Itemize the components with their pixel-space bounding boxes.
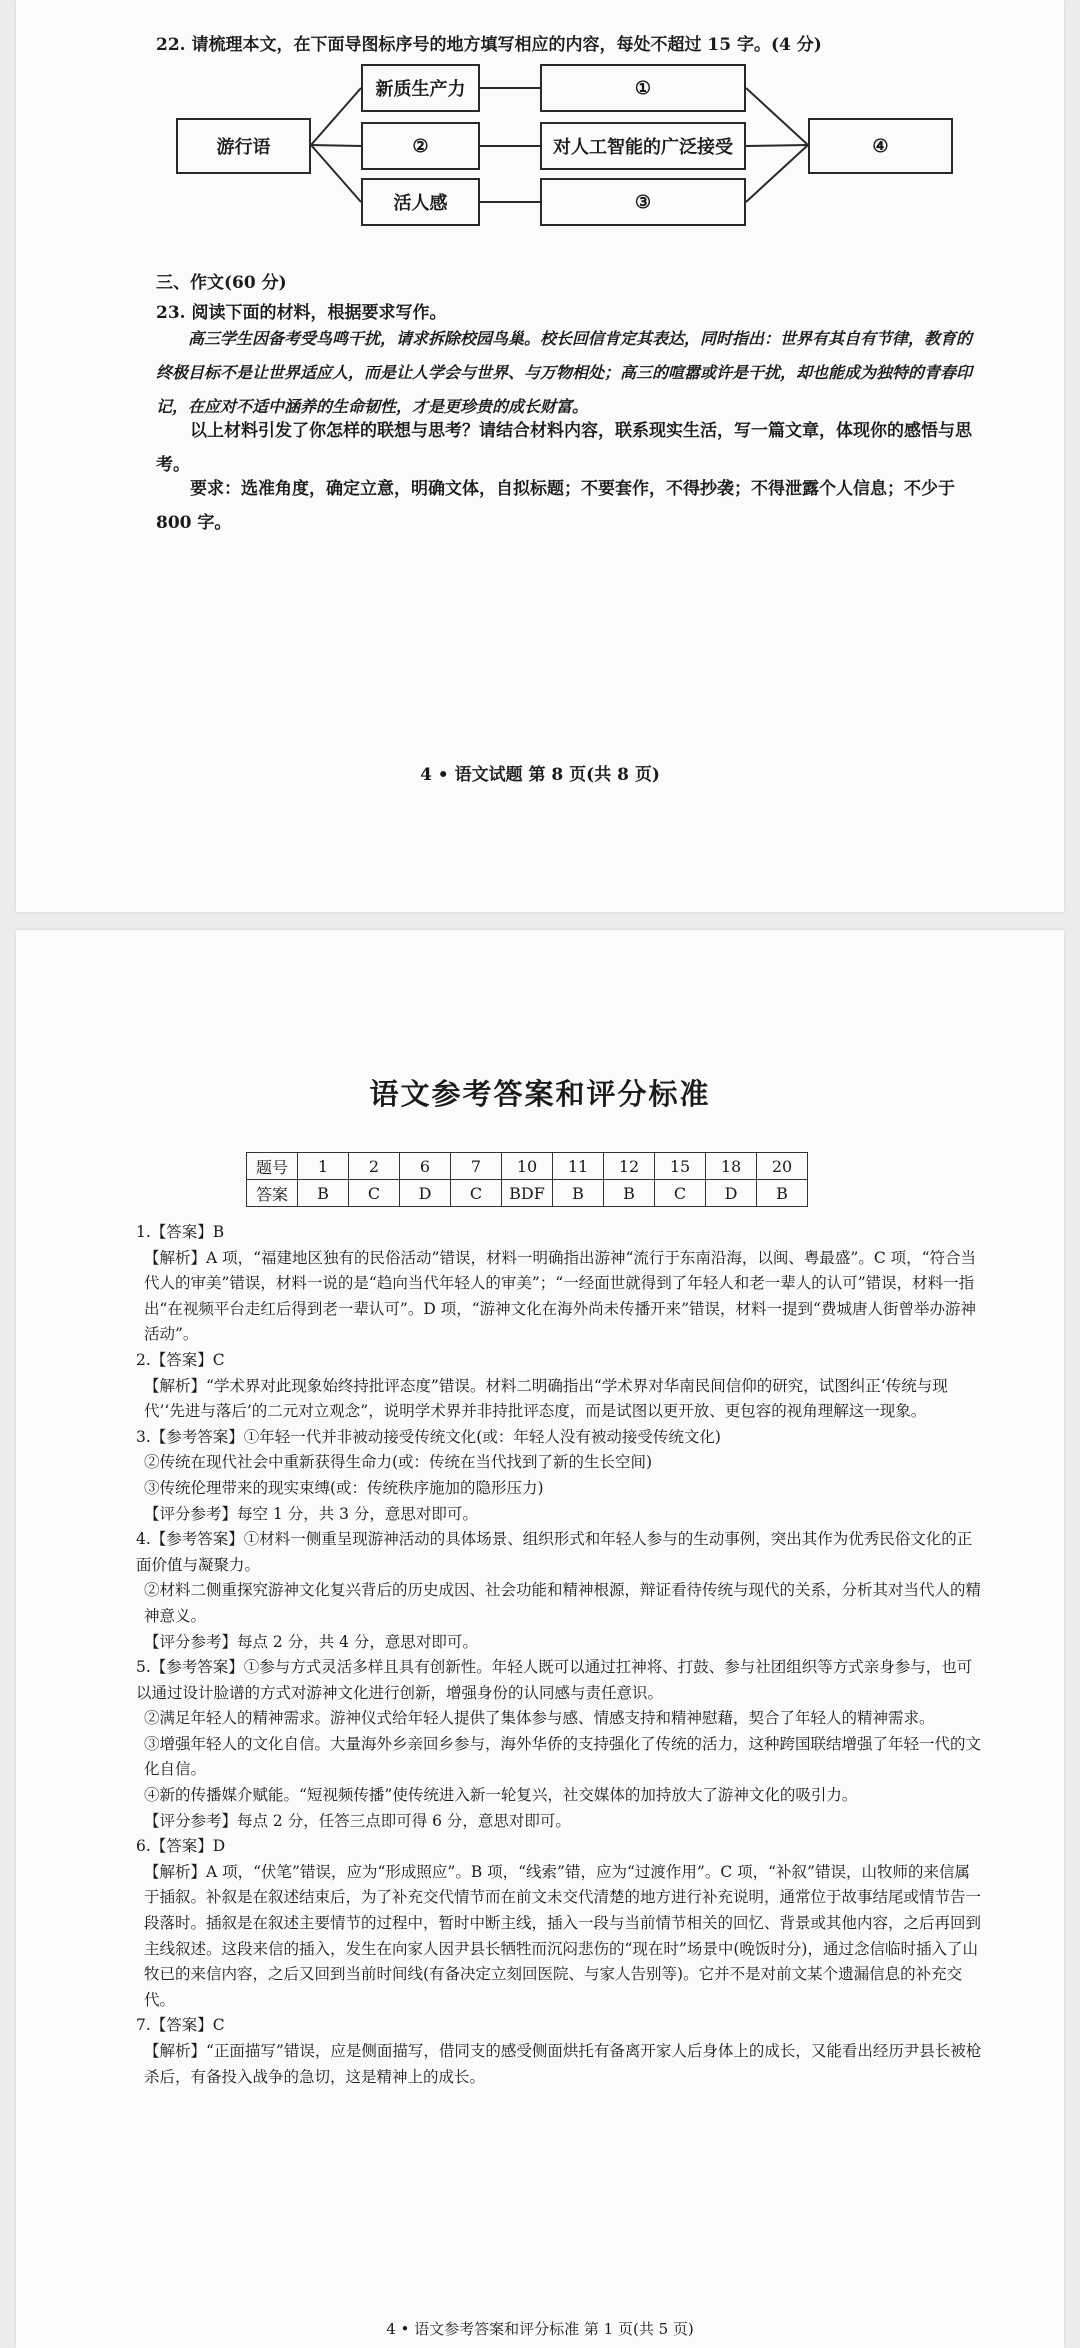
mind-map-branch-1: 新质生产力 bbox=[361, 64, 480, 112]
answer-line: 5.【参考答案】①参与方式灵活多样且具有创新性。年轻人既可以通过扛神将、打鼓、参与社团组织等方式亲身参与，也可以通过设计脸谱的方式对游神文化进行创新，增强身份的认同感与责任意识。 bbox=[136, 1658, 973, 1702]
answer-line: 1.【答案】B bbox=[136, 1223, 225, 1241]
answer-line: 【评分参考】每空 1 分，共 3 分，意思对即可。 bbox=[144, 1504, 478, 1523]
mind-map-branch-2: ② bbox=[361, 122, 480, 170]
connector-c1-end bbox=[746, 88, 808, 145]
table-cell: 18 bbox=[706, 1153, 757, 1180]
mind-map-root: 游行语 bbox=[176, 118, 311, 174]
answer-line: ②材料二侧重探究游神文化复兴背后的历史成因、社会功能和精神根源，辩证看待传统与现代的关系，分析其对当代人的精神意义。 bbox=[144, 1581, 982, 1625]
answer-line: 【解析】“正面描写”错误，应是侧面描写，借同支的感受侧面烘托有备离开家人后身体上的成长，又能看出经历尹县长被枪杀后，有备投入战争的急切，这是精神上的成长。 bbox=[144, 2042, 982, 2086]
table-cell: B bbox=[298, 1180, 349, 1207]
table-cell: 10 bbox=[502, 1153, 553, 1180]
answer-line: 【解析】“学术界对此现象始终持批评态度”错误。材料二明确指出“学术界对华南民间信仰的研究，试图纠正‘传统与现代’‘先进与落后’的二元对立观念”，说明学术界并非持批评态度，而是试图以更开放、更包容的视角理解这一现象。 bbox=[144, 1376, 948, 1421]
section-title-essay: 三、作文(60 分) bbox=[156, 273, 287, 293]
question-22-prompt: 22. 请梳理本文，在下面导图标序号的地方填写相应的内容，每处不超过 15 字。(4 分) bbox=[156, 35, 822, 55]
answer-line: 【解析】A 项，“伏笔”错误，应为“形成照应”。B 项，“线索”错，应为“过渡作用”。C 项，“补叙”错误，山牧师的来信属于插叙。补叙是在叙述结束后，为了补充交代情节而在前文未交代清楚的地方进行补充说明，通常位于故事结尾或情节告一段落时。插叙是在叙述主要情节的过程中，暂时中断主线，插入一段与当前情节相关的回忆、背景或其他内容，之后再回到主线叙述。这段来信的插入，发生在向家人因尹县长牺牲而沉闷悲伤的“现在时”场景中(晚饭时分)，通过念信临时插入了山牧已的来信内容，之后又回到当前时间线(有备决定立刻回医院、与家人告别等)。它并不是对前文某个遗漏信息的补充交代。 bbox=[144, 1862, 982, 2009]
table-cell: BDF bbox=[502, 1180, 553, 1207]
connector-c2-end bbox=[746, 145, 808, 146]
mind-map-child-2: 对人工智能的广泛接受 bbox=[540, 122, 746, 170]
connector-root-b3 bbox=[311, 145, 361, 202]
page-footer: 4 • 语文参考答案和评分标准 第 1 页(共 5 页) bbox=[386, 2320, 694, 2338]
mind-map-blank-1: ① bbox=[540, 64, 746, 112]
table-cell: C bbox=[349, 1180, 400, 1207]
page-footer: 4 • 语文试题 第 8 页(共 8 页) bbox=[420, 765, 660, 785]
answer-line: 3.【参考答案】①年轻一代并非被动接受传统文化(或：年轻人没有被动接受传统文化) bbox=[136, 1427, 721, 1446]
table-answer-label: 答案 bbox=[247, 1180, 298, 1207]
table-cell: 20 bbox=[757, 1153, 808, 1180]
table-cell: B bbox=[757, 1180, 808, 1207]
answer-line: 【解析】A 项，“福建地区独有的民俗活动”错误，材料一明确指出游神“流行于东南沿海，以闽、粤最盛”。C 项，“符合当代人的审美”错误，材料一说的是“趋向当代年轻人的审美”；“一经面世就得到了年轻人和老一辈人的认可”错误，材料一指出“在视频平台走红后得到老一辈认可”。D 项，“游神文化在海外尚未传播开来”错误，材料一提到“费城唐人街曾举办游神活动”。 bbox=[144, 1248, 977, 1344]
essay-material: 高三学生因备考受鸟鸣干扰，请求拆除校园鸟巢。校长回信肯定其表达，同时指出：世界有其自有节律，教育的终极目标不是让世界适应人，而是让人学会与世界、与万物相处；高三的喧嚣或许是干扰，却也能成为独特的青春印记，在应对不适中涵养的生命韧性，才是更珍贵的成长财富。 bbox=[156, 329, 973, 416]
answer-table bbox=[246, 1152, 808, 1207]
essay-requirement: 要求：选准角度，确定立意，明确文体，自拟标题；不要套作，不得抄袭；不得泄露个人信息；不少于 800 字。 bbox=[156, 479, 955, 533]
answer-line: 4.【参考答案】①材料一侧重呈现游神活动的具体场景、组织形式和年轻人参与的生动事例，突出其作为优秀民俗文化的正面价值与凝聚力。 bbox=[136, 1530, 973, 1574]
connector-root-b2 bbox=[311, 145, 361, 146]
answer-line: 6.【答案】D bbox=[136, 1837, 226, 1856]
mind-map-blank-4: ④ bbox=[808, 118, 953, 174]
answer-key-page bbox=[16, 930, 1064, 2348]
table-cell: D bbox=[400, 1180, 451, 1207]
table-cell: 12 bbox=[604, 1153, 655, 1180]
table-header-label: 题号 bbox=[247, 1153, 298, 1180]
table-cell: 11 bbox=[553, 1153, 604, 1180]
answer-line: 2.【答案】C bbox=[136, 1350, 225, 1369]
table-cell: C bbox=[655, 1180, 706, 1207]
answer-line: ③传统伦理带来的现实束缚(或：传统秩序施加的隐形压力) bbox=[144, 1478, 544, 1497]
table-cell: B bbox=[604, 1180, 655, 1207]
answer-line: ③增强年轻人的文化自信。大量海外乡亲回乡参与，海外华侨的支持强化了传统的活力，这种跨国联结增强了年轻一代的文化自信。 bbox=[144, 1734, 982, 1779]
table-cell: 7 bbox=[451, 1153, 502, 1180]
answer-explanations bbox=[136, 1220, 982, 2090]
mind-map-branch-3: 活人感 bbox=[361, 178, 480, 226]
table-cell: B bbox=[553, 1180, 604, 1207]
answer-line: ④新的传播媒介赋能。“短视频传播”使传统进入新一轮复兴，社交媒体的加持放大了游神文化的吸引力。 bbox=[144, 1786, 858, 1805]
answer-key-title: 语文参考答案和评分标准 bbox=[369, 1077, 711, 1111]
table-cell: 2 bbox=[349, 1153, 400, 1180]
connector-root-b1 bbox=[311, 88, 361, 145]
table-row-numbers bbox=[247, 1153, 808, 1180]
question-23-prompt: 23. 阅读下面的材料，根据要求写作。 bbox=[156, 303, 447, 323]
table-cell: D bbox=[706, 1180, 757, 1207]
table-cell: 15 bbox=[655, 1153, 706, 1180]
exam-page bbox=[16, 0, 1064, 912]
connector-c3-end bbox=[746, 145, 808, 202]
answer-line: ②传统在现代社会中重新获得生命力(或：传统在当代找到了新的生长空间) bbox=[144, 1453, 653, 1472]
answer-line: 【评分参考】每点 2 分，共 4 分，意思对即可。 bbox=[144, 1632, 478, 1651]
table-row-answers bbox=[247, 1180, 808, 1207]
mind-map-blank-3: ③ bbox=[540, 178, 746, 226]
table-cell: C bbox=[451, 1180, 502, 1207]
table-cell: 6 bbox=[400, 1153, 451, 1180]
essay-instruction: 以上材料引发了你怎样的联想与思考？请结合材料内容，联系现实生活，写一篇文章，体现你的感悟与思考。 bbox=[156, 421, 972, 475]
answer-line: 【评分参考】每点 2 分，任答三点即可得 6 分，意思对即可。 bbox=[144, 1811, 571, 1830]
answer-line: ②满足年轻人的精神需求。游神仪式给年轻人提供了集体参与感、情感支持和精神慰藉，契合了年轻人的精神需求。 bbox=[144, 1709, 935, 1728]
table-cell: 1 bbox=[298, 1153, 349, 1180]
answer-line: 7.【答案】C bbox=[136, 2016, 225, 2035]
